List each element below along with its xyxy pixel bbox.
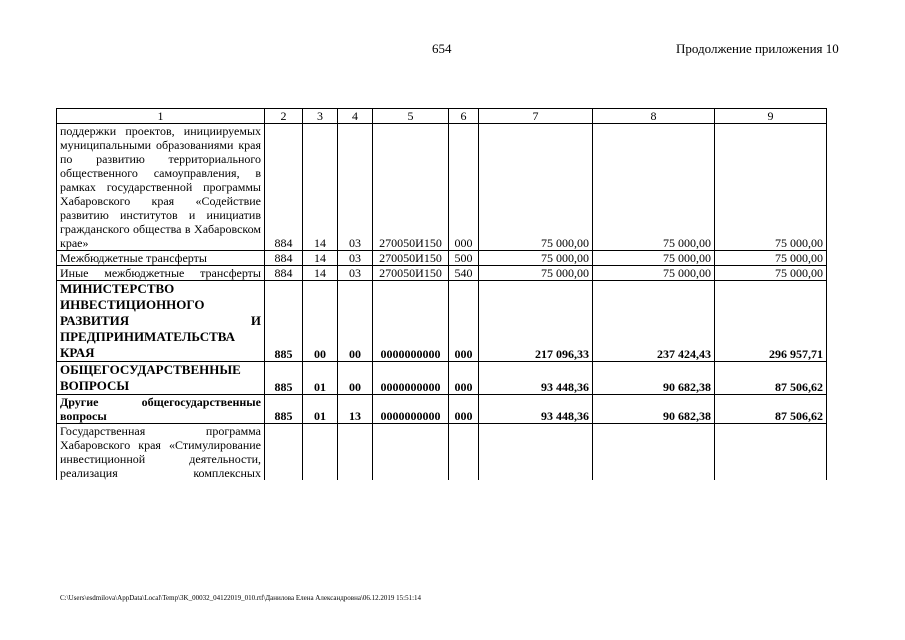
cell-subsection: 03: [338, 251, 373, 266]
column-header: 2: [265, 109, 303, 124]
column-header: 1: [57, 109, 265, 124]
cell-expense-type: 000: [449, 362, 479, 395]
cell-section: 01: [303, 362, 338, 395]
cell-amount-1: [479, 424, 593, 481]
cell-target-item: [373, 424, 449, 481]
cell-admin-code: [265, 424, 303, 481]
cell-admin-code: 884: [265, 266, 303, 281]
column-header: 4: [338, 109, 373, 124]
cell-subsection: [338, 424, 373, 481]
cell-amount-2: 90 682,38: [593, 362, 715, 395]
footer-file-path: C:\Users\esdmilova\AppData\Local\Temp\3K_00032_04122019_010.rtf\Данилова Елена Александровна\06.12.2019 15:51:14: [60, 594, 422, 602]
cell-amount-3: 296 957,71: [715, 281, 827, 362]
cell-expense-type: 000: [449, 281, 479, 362]
cell-subsection: 00: [338, 281, 373, 362]
budget-table: [56, 108, 827, 480]
table-row: [57, 266, 827, 281]
column-header: 6: [449, 109, 479, 124]
column-header: 3: [303, 109, 338, 124]
cell-admin-code: 884: [265, 251, 303, 266]
cell-amount-3: [715, 424, 827, 481]
page-number: 654: [432, 41, 452, 56]
cell-section: 00: [303, 281, 338, 362]
cell-subsection: 13: [338, 395, 373, 424]
cell-amount-2: 75 000,00: [593, 251, 715, 266]
row-name: Государственная программа Хабаровского края «Стимулирование инвестиционной деятельности, реализация комплексных: [57, 424, 265, 481]
table-row: [57, 281, 827, 362]
cell-expense-type: 000: [449, 395, 479, 424]
cell-section: 14: [303, 251, 338, 266]
cell-amount-2: 237 424,43: [593, 281, 715, 362]
cell-section: 14: [303, 124, 338, 251]
cell-target-item: 0000000000: [373, 362, 449, 395]
row-name: Межбюджетные трансферты: [57, 251, 265, 266]
cell-target-item: 270050И150: [373, 124, 449, 251]
column-header: 8: [593, 109, 715, 124]
row-name: Другие общегосударственные вопросы: [57, 395, 265, 424]
cell-subsection: 03: [338, 124, 373, 251]
cell-expense-type: 500: [449, 251, 479, 266]
table-row: [57, 424, 827, 481]
cell-admin-code: 885: [265, 362, 303, 395]
cell-section: 14: [303, 266, 338, 281]
cell-admin-code: 885: [265, 281, 303, 362]
cell-amount-3: 87 506,62: [715, 395, 827, 424]
cell-amount-3: 75 000,00: [715, 266, 827, 281]
cell-target-item: 270050И150: [373, 251, 449, 266]
cell-admin-code: 885: [265, 395, 303, 424]
cell-target-item: 0000000000: [373, 395, 449, 424]
cell-section: [303, 424, 338, 481]
table-row: [57, 362, 827, 395]
cell-amount-2: [593, 424, 715, 481]
cell-amount-3: 75 000,00: [715, 251, 827, 266]
cell-subsection: 00: [338, 362, 373, 395]
cell-expense-type: 540: [449, 266, 479, 281]
column-header: 7: [479, 109, 593, 124]
table-row: [57, 251, 827, 266]
cell-amount-3: 75 000,00: [715, 124, 827, 251]
cell-admin-code: 884: [265, 124, 303, 251]
table-row: [57, 124, 827, 251]
cell-amount-1: 75 000,00: [479, 266, 593, 281]
cell-amount-1: 93 448,36: [479, 362, 593, 395]
cell-target-item: 0000000000: [373, 281, 449, 362]
column-header: 5: [373, 109, 449, 124]
cell-amount-2: 75 000,00: [593, 124, 715, 251]
cell-amount-2: 75 000,00: [593, 266, 715, 281]
cell-amount-1: 217 096,33: [479, 281, 593, 362]
cell-expense-type: 000: [449, 124, 479, 251]
cell-amount-3: 87 506,62: [715, 362, 827, 395]
cell-amount-1: 75 000,00: [479, 124, 593, 251]
table-row: [57, 395, 827, 424]
cell-expense-type: [449, 424, 479, 481]
cell-amount-2: 90 682,38: [593, 395, 715, 424]
cell-subsection: 03: [338, 266, 373, 281]
row-name: ОБЩЕГОСУДАРСТВЕННЫЕ ВОПРОСЫ: [57, 362, 265, 395]
column-header: 9: [715, 109, 827, 124]
cell-amount-1: 75 000,00: [479, 251, 593, 266]
appendix-continuation-note: Продолжение приложения 10: [676, 41, 839, 56]
row-name: МИНИСТЕРСТВО ИНВЕСТИЦИОННОГО РАЗВИТИЯ И ПРЕДПРИНИМАТЕЛЬСТВА КРАЯ: [57, 281, 265, 362]
cell-section: 01: [303, 395, 338, 424]
cell-amount-1: 93 448,36: [479, 395, 593, 424]
row-name: Иные межбюджетные трансферты: [57, 266, 265, 281]
cell-target-item: 270050И150: [373, 266, 449, 281]
column-number-row: [57, 109, 827, 124]
row-name: поддержки проектов, инициируемых муниципальными образованиями края по развитию территориального общественного самоуправления, в рамках государственной программы Хабаровского края «Содействие развитию институтов и инициатив гражданского общества в Хабаровском крае»: [57, 124, 265, 251]
